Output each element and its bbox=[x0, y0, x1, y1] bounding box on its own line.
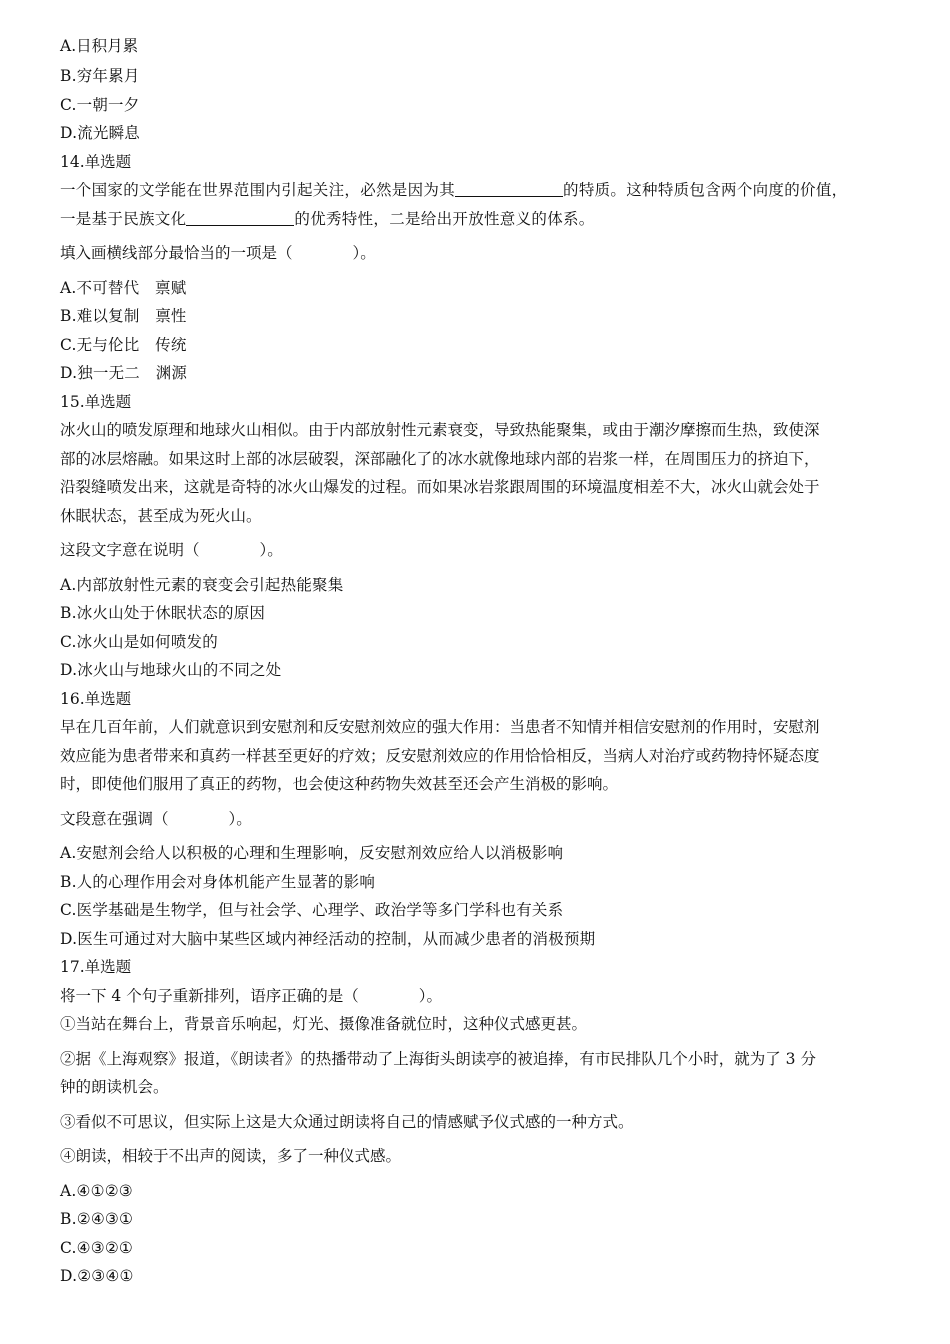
q16-stem-line: 效应能为患者带来和真药一样甚至更好的疗效；反安慰剂效应的作用恰恰相反，当病人对治疗或药物持怀疑态度 bbox=[60, 746, 820, 765]
q14-prompt-text: 填入画横线部分最恰当的一项是（ bbox=[60, 244, 293, 262]
q16-option-a: A.安慰剂会给人以积极的心理和生理影响，反安慰剂效应给人以消极影响 bbox=[60, 844, 564, 862]
q15-prompt-text: 这段文字意在说明（ bbox=[60, 541, 200, 559]
q17-prompt-text: 将一下 4 个句子重新排列，语序正确的是（ bbox=[60, 986, 359, 1005]
q15-stem-line: 部的冰层熔融。如果这时上部的冰层破裂，深部融化了的冰水就像地球内部的岩浆一样，在周围压力的挤迫下， bbox=[60, 449, 820, 468]
q16-option-c: C.医学基础是生物学，但与社会学、心理学、政治学等多门学科也有关系 bbox=[60, 901, 564, 919]
q15-stem-line: 冰火山的喷发原理和地球火山相似。由于内部放射性元素衰变，导致热能聚集，或由于潮汐摩擦而生热，致使深 bbox=[60, 421, 820, 439]
q15-prompt bbox=[60, 536, 890, 565]
q17-sentence-4: ④朗读，相较于不出声的阅读，多了一种仪式感。 bbox=[60, 1147, 402, 1165]
q14-header: 14.单选题 bbox=[60, 152, 132, 171]
q14-option-b: B.难以复制 禀性 bbox=[60, 307, 187, 325]
q17-prompt-end: ）。 bbox=[418, 986, 442, 1005]
q15-option-a: A.内部放射性元素的衰变会引起热能聚集 bbox=[60, 575, 344, 594]
q14-stem-part2: 的特质。这种特质包含两个向度的价值， bbox=[563, 181, 848, 199]
q14-stem-part3: 一是基于民族文化 bbox=[60, 209, 187, 228]
q16-prompt bbox=[60, 805, 890, 834]
q17-option-a: A.④①②③ bbox=[60, 1181, 133, 1200]
q15-prompt-end: ）。 bbox=[259, 541, 283, 559]
q17-prompt bbox=[60, 982, 890, 1011]
q14-stem-part1: 一个国家的文学能在世界范围内引起关注，必然是因为其 bbox=[60, 181, 456, 199]
q13-option-c: C.一朝一夕 bbox=[60, 95, 140, 114]
q14-option-c: C.无与伦比 传统 bbox=[60, 335, 187, 354]
q17-option-c: C.④③②① bbox=[60, 1238, 134, 1257]
q17-option-b: B.②④③① bbox=[60, 1210, 134, 1228]
q14-prompt-end: ）。 bbox=[352, 244, 376, 262]
q15-header: 15.单选题 bbox=[60, 392, 132, 411]
q14-stem-part4: 的优秀特性，二是给出开放性意义的体系。 bbox=[294, 209, 595, 228]
q15-option-b: B.冰火山处于休眠状态的原因 bbox=[60, 604, 266, 622]
q15-stem-line: 沿裂缝喷发出来，这就是奇特的冰火山爆发的过程。而如果冰岩浆跟周围的环境温度相差不大，冰火山就会处于 bbox=[60, 478, 820, 496]
q15-stem-line: 休眠状态，甚至成为死火山。 bbox=[60, 506, 262, 525]
cut-off-line: A.日积月累 bbox=[60, 37, 139, 55]
q13-option-b: B.穷年累月 bbox=[60, 67, 140, 85]
q14-option-d: D.独一无二 渊源 bbox=[60, 364, 188, 382]
q16-option-d: D.医生可通过对大脑中某些区域内神经活动的控制，从而减少患者的消极预期 bbox=[60, 929, 596, 948]
q14-blank-1 bbox=[455, 180, 563, 197]
q15-option-c: C.冰火山是如何喷发的 bbox=[60, 632, 218, 651]
q16-header: 16.单选题 bbox=[60, 689, 132, 708]
q16-stem-line: 早在几百年前，人们就意识到安慰剂和反安慰剂效应的强大作用：当患者不知情并相信安慰剂的作用时，安慰剂 bbox=[60, 718, 820, 736]
q17-sentence-1: ①当站在舞台上，背景音乐响起，灯光、摄像准备就位时，这种仪式感更甚。 bbox=[60, 1015, 588, 1033]
q16-option-b: B.人的心理作用会对身体机能产生显著的影响 bbox=[60, 872, 376, 891]
question-content bbox=[60, 37, 890, 1291]
q17-sentence-3: ③看似不可思议，但实际上这是大众通过朗读将自己的情感赋予仪式感的一种方式。 bbox=[60, 1112, 634, 1131]
q14-blank-2 bbox=[186, 209, 294, 226]
q14-prompt bbox=[60, 239, 890, 268]
q17-sentence-2-cont: 钟的朗读机会。 bbox=[60, 1078, 169, 1096]
q17-sentence-2: ②据《上海观察》报道，《朗读者》的热播带动了上海街头朗读亭的被追捧，有市民排队几个小时，就为了 3 分 bbox=[60, 1049, 816, 1068]
q17-header: 17.单选题 bbox=[60, 958, 132, 976]
q15-option-d: D.冰火山与地球火山的不同之处 bbox=[60, 661, 282, 679]
q17-option-d: D.②③④① bbox=[60, 1267, 134, 1285]
q16-prompt-end: ）。 bbox=[228, 809, 252, 828]
q14-stem bbox=[60, 176, 890, 233]
q16-stem-line: 时，即使他们服用了真正的药物，也会使这种药物失效甚至还会产生消极的影响。 bbox=[60, 775, 619, 793]
q14-option-a: A.不可替代 禀赋 bbox=[60, 278, 187, 297]
q13-option-d: D.流光瞬息 bbox=[60, 124, 141, 142]
q16-prompt-text: 文段意在强调（ bbox=[60, 809, 169, 828]
